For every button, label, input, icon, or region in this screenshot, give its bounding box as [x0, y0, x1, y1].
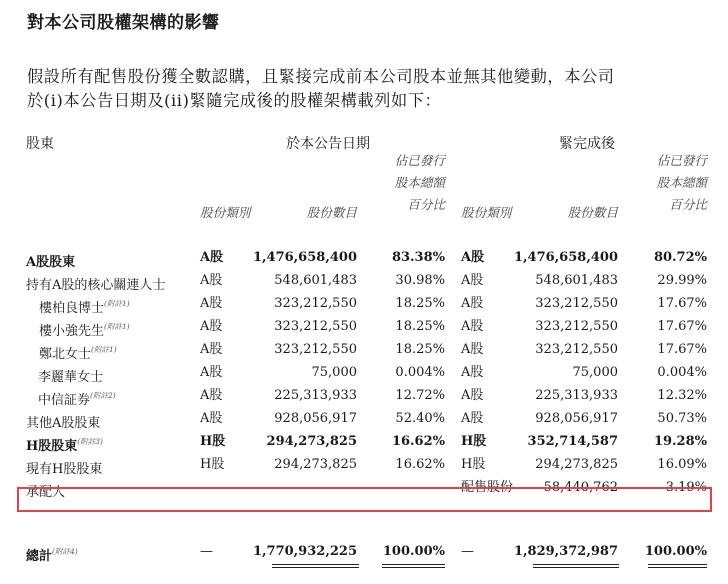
row-shares-completion: 323,212,550	[535, 342, 618, 357]
row-pct-completion: 50.73%	[657, 411, 707, 426]
row-shares-completion: 928,056,917	[535, 411, 618, 426]
placees-row-highlight	[17, 487, 712, 512]
row-shares-completion: 323,212,550	[535, 319, 618, 334]
total-underline-shares-1	[272, 564, 359, 568]
row-pct-completion: 12.32%	[657, 388, 707, 403]
row-class-announcement: A股	[200, 296, 223, 311]
total-underline-pct-2	[648, 564, 707, 568]
row-pct-announcement: 12.72%	[395, 388, 445, 403]
row-class-completion: A股	[461, 365, 484, 380]
row-class-announcement: H股	[200, 457, 225, 472]
total-shares-completion: 1,829,372,987	[513, 544, 618, 559]
row-class-announcement: A股	[200, 388, 223, 403]
total-shares-announcement: 1,770,932,225	[252, 544, 357, 559]
row-shares-announcement: —	[344, 480, 357, 495]
section-title: 對本公司股權架構的影響	[27, 13, 220, 33]
row-pct-completion: 17.67%	[657, 342, 707, 357]
total-underline-pct-1	[382, 564, 445, 568]
row-shareholder: H股股東$^{(附註3)}$	[26, 437, 103, 454]
table-row	[0, 431, 728, 453]
row-class-completion: A股	[461, 342, 484, 357]
row-shares-announcement: 928,056,917	[274, 411, 357, 426]
pct-header-completion: 佔已發行 股本總額 百分比	[656, 153, 707, 212]
pct-header-announcement: 佔已發行 股本總額 百分比	[394, 153, 445, 212]
row-shareholder: 現有H股股東	[26, 462, 103, 477]
row-shareholder: 樓小強先生$^{(附註1)}$	[39, 322, 130, 339]
row-pct-completion: 17.67%	[657, 319, 707, 334]
row-class-completion: A股	[461, 296, 484, 311]
row-class-completion: A股	[461, 250, 485, 265]
row-shares-completion: 323,212,550	[535, 296, 618, 311]
total-pct-announcement: 100.00%	[382, 544, 445, 559]
total-underline-shares-2	[533, 564, 619, 568]
row-pct-announcement: 30.98%	[395, 273, 445, 288]
total-pct-completion: 100.00%	[644, 544, 707, 559]
row-shares-completion: 1,476,658,400	[513, 250, 618, 265]
total-class-announcement: —	[200, 544, 213, 559]
shares-header-announcement: 股份數目	[306, 205, 357, 220]
row-shareholder: 持有A股的核心關連人士	[26, 278, 166, 293]
row-class-completion: A股	[461, 319, 484, 334]
row-pct-announcement: 0.004%	[395, 365, 445, 380]
row-class-announcement: A股	[200, 250, 224, 265]
row-pct-announcement: 83.38%	[391, 250, 445, 265]
class-header-announcement: 股份類別	[200, 205, 251, 220]
row-pct-announcement: 18.25%	[395, 342, 445, 357]
total-row	[0, 541, 728, 563]
row-pct-completion: 17.67%	[657, 296, 707, 311]
class-header-completion: 股份類別	[461, 205, 512, 220]
table-row	[0, 293, 728, 315]
row-class-completion: H股	[461, 457, 486, 472]
row-pct-announcement: —	[432, 480, 445, 495]
row-shares-announcement: 323,212,550	[274, 319, 357, 334]
row-class-completion: A股	[461, 388, 484, 403]
row-class-completion: A股	[461, 273, 484, 288]
row-shares-announcement: 225,313,933	[274, 388, 357, 403]
row-shares-announcement: 294,273,825	[274, 457, 357, 472]
row-shareholder: 中信証券$^{(附註2)}$	[38, 391, 116, 408]
row-shares-announcement: 323,212,550	[274, 342, 357, 357]
header-after-completion: 緊完成後	[559, 136, 615, 152]
row-pct-completion: 29.99%	[657, 273, 707, 288]
row-shares-announcement: 323,212,550	[274, 296, 357, 311]
table-row	[0, 316, 728, 338]
header-shareholder: 股東	[26, 136, 54, 152]
row-shareholder: 鄭北女士$^{(附註1)}$	[39, 345, 117, 362]
row-pct-announcement: 18.25%	[395, 296, 445, 311]
table-row	[0, 454, 728, 476]
row-class-announcement: A股	[200, 319, 223, 334]
row-shares-completion: 352,714,587	[527, 434, 618, 449]
row-shareholder: 樓柏良博士$^{(附註1)}$	[39, 299, 130, 316]
row-shares-announcement: 548,601,483	[274, 273, 357, 288]
row-pct-completion: 80.72%	[653, 250, 707, 265]
table-row	[0, 247, 728, 269]
row-shares-completion: 294,273,825	[535, 457, 618, 472]
row-pct-announcement: 16.62%	[391, 434, 445, 449]
row-shareholder: A股股東	[26, 255, 76, 270]
table-row	[0, 385, 728, 407]
row-class-announcement: A股	[200, 365, 223, 380]
row-pct-completion: 0.004%	[657, 365, 707, 380]
row-shares-announcement: 75,000	[311, 365, 357, 380]
row-shareholder: 其他A股股東	[26, 416, 101, 431]
row-class-announcement: H股	[200, 434, 226, 449]
row-class-completion: H股	[461, 434, 487, 449]
row-shareholder: 李麗華女士	[38, 370, 104, 385]
header-as-at-announcement: 於本公告日期	[286, 136, 370, 152]
row-shareholder: 承配人	[26, 485, 66, 500]
table-row	[0, 270, 728, 292]
row-pct-announcement: 52.40%	[395, 411, 445, 426]
row-class-announcement: A股	[200, 342, 223, 357]
row-class-announcement: —	[200, 480, 213, 495]
row-class-announcement: A股	[200, 411, 223, 426]
row-class-completion: A股	[461, 411, 484, 426]
table-row	[0, 362, 728, 384]
row-class-announcement: A股	[200, 273, 223, 288]
row-pct-completion: 3.19%	[665, 480, 707, 495]
row-pct-completion: 19.28%	[653, 434, 707, 449]
total-label: 總計$^{(附註4)}$	[26, 547, 78, 564]
row-pct-announcement: 18.25%	[395, 319, 445, 334]
table-row	[0, 408, 728, 430]
shares-header-completion: 股份數目	[567, 205, 618, 220]
row-class-completion: 配售股份	[461, 480, 514, 495]
row-shares-completion: 58,440,762	[543, 480, 618, 495]
intro-paragraph-line-2: 於(i)本公告日期及(ii)緊隨完成後的股權架構載列如下：	[27, 91, 442, 110]
row-shares-completion: 75,000	[572, 365, 618, 380]
intro-paragraph-line-1: 假設所有配售股份獲全數認購，且緊接完成前本公司股本並無其他變動，本公司	[27, 67, 615, 86]
row-pct-announcement: 16.62%	[395, 457, 445, 472]
row-shares-completion: 225,313,933	[535, 388, 618, 403]
table-row	[0, 339, 728, 361]
row-shares-announcement: 294,273,825	[266, 434, 357, 449]
total-class-completion: —	[461, 544, 474, 559]
row-pct-completion: 16.09%	[657, 457, 707, 472]
row-shares-announcement: 1,476,658,400	[252, 250, 357, 265]
row-shares-completion: 548,601,483	[535, 273, 618, 288]
